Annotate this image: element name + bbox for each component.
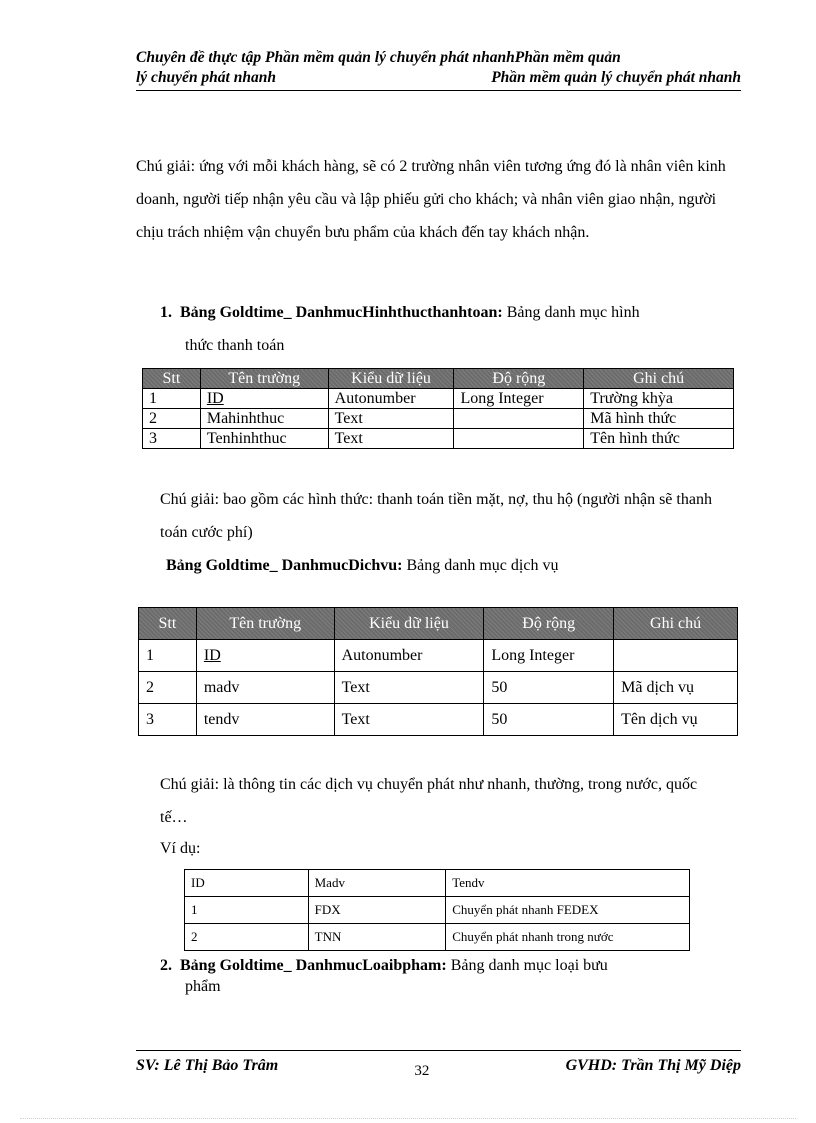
cell: 2 [139, 672, 197, 704]
header-line2-right: Phần mềm quản lý chuyển phát nhanh [491, 69, 741, 86]
table-row [139, 704, 738, 736]
table-header-row [143, 369, 734, 389]
cell: Tên dịch vụ [614, 704, 738, 736]
cell: Mã hình thức [584, 409, 734, 429]
section1-heading [160, 296, 740, 362]
cell: 2 [185, 924, 309, 951]
cell: 50 [484, 672, 614, 704]
cell: 50 [484, 704, 614, 736]
header-cell: Stt [143, 369, 201, 389]
header-line2 [136, 68, 741, 88]
cell [454, 429, 584, 449]
cell: 1 [185, 897, 309, 924]
section1-desc-line2: thức thanh toán [185, 337, 285, 354]
intro-note: Chú giải: ứng với mỗi khách hàng, sẽ có 2 trường nhân viên tương ứng đó là nhân viên kinh doanh, người tiếp nhận yêu cầu và lập phiếu gửi cho khách; và nhân viên giao nhận, người chịu trách nhiệm vận chuyển bưu phẩm của khách đến tay khách nhận. [136, 158, 726, 241]
table-row [143, 389, 734, 409]
cell: Long Integer [454, 389, 584, 409]
cell: tendv [196, 704, 334, 736]
table-dichvu [138, 607, 738, 736]
table-header-row [139, 608, 738, 640]
header-cell: Ghi chú [584, 369, 734, 389]
page-number: 32 [414, 1063, 430, 1079]
header-cell: Madv [308, 870, 446, 897]
section2-number: 2. [160, 957, 172, 974]
footer-student: SV: Lê Thị Bảo Trâm [136, 1057, 279, 1074]
section1-number: 1. [160, 304, 172, 321]
note1: Chú giải: bao gồm các hình thức: thanh toán tiền mặt, nợ, thu hộ (người nhận sẽ thanh toán cước phí) [160, 491, 712, 541]
header-cell: Kiểu dữ liệu [328, 369, 454, 389]
header-cell: Độ rộng [484, 608, 614, 640]
cell: 1 [139, 640, 197, 672]
cell: Mahinhthuc [200, 409, 328, 429]
section1-title: Bảng Goldtime_ DanhmucHinhthucthanhtoan: [180, 304, 503, 321]
section2-desc-line2: phẩm [185, 978, 221, 995]
table-row [143, 429, 734, 449]
table-row [185, 897, 690, 924]
header-cell: Ghi chú [614, 608, 738, 640]
header-cell: Kiểu dữ liệu [334, 608, 484, 640]
cell: Autonumber [328, 389, 454, 409]
table-example [184, 869, 690, 951]
header-cell: ID [185, 870, 309, 897]
table-row [139, 640, 738, 672]
cell: Mã dịch vụ [614, 672, 738, 704]
section-dichvu-desc: Bảng danh mục dịch vụ [402, 557, 559, 574]
cell: 3 [143, 429, 201, 449]
section2-heading [160, 955, 720, 997]
cell: 3 [139, 704, 197, 736]
header-cell: Stt [139, 608, 197, 640]
cell: Text [328, 409, 454, 429]
page-header [136, 48, 741, 91]
cell: ID [196, 640, 334, 672]
section2-title: Bảng Goldtime_ DanhmucLoaibpham: [180, 957, 447, 974]
section2-desc: Bảng danh mục loại bưu [446, 957, 608, 974]
cell: FDX [308, 897, 446, 924]
cell: Text [328, 429, 454, 449]
table-hinhthucthanhtoan [142, 368, 734, 449]
cell: 2 [143, 409, 201, 429]
cell: ID [200, 389, 328, 409]
cell: Tên hình thức [584, 429, 734, 449]
header-line1: Chuyên đề thực tập Phần mềm quản lý chuyển phát nhanhPhần mềm quản [136, 49, 621, 66]
table-header-row [185, 870, 690, 897]
cell: Autonumber [334, 640, 484, 672]
footer-advisor: GVHD: Trần Thị Mỹ Diệp [565, 1057, 741, 1074]
page-footer [136, 1050, 741, 1080]
section-dichvu-title: Bảng Goldtime_ DanhmucDichvu: [166, 557, 403, 574]
header-cell: Tên trường [196, 608, 334, 640]
table-row [185, 924, 690, 951]
example-label: Ví dụ: [160, 840, 201, 857]
cell: TNN [308, 924, 446, 951]
header-cell: Độ rộng [454, 369, 584, 389]
cell: Text [334, 672, 484, 704]
header-line2-left: lý chuyển phát nhanh [136, 69, 276, 86]
cell: 1 [143, 389, 201, 409]
header-cell: Tendv [446, 870, 690, 897]
page-bottom-rule [20, 1118, 796, 1119]
cell: Chuyển phát nhanh FEDEX [446, 897, 690, 924]
cell: Chuyển phát nhanh trong nước [446, 924, 690, 951]
cell [454, 409, 584, 429]
section-dichvu-heading [166, 549, 726, 582]
section1-desc: Bảng danh mục hình [502, 304, 640, 321]
cell [614, 640, 738, 672]
cell: madv [196, 672, 334, 704]
note2: Chú giải: là thông tin các dịch vụ chuyển phát như nhanh, thường, trong nước, quốc tế… [160, 776, 698, 826]
cell: Text [334, 704, 484, 736]
cell: Tenhinhthuc [200, 429, 328, 449]
cell: Trường khỳa [584, 389, 734, 409]
header-cell: Tên trường [200, 369, 328, 389]
table-row [143, 409, 734, 429]
table-row [139, 672, 738, 704]
cell: Long Integer [484, 640, 614, 672]
